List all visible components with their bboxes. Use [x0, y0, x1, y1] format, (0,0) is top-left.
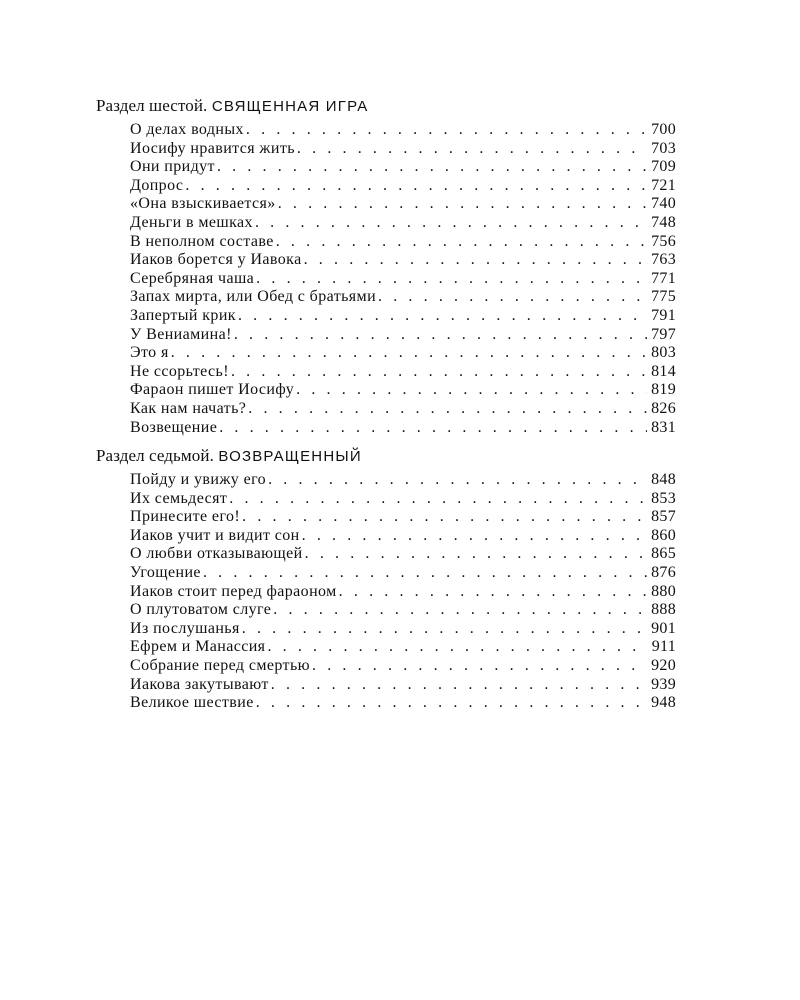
toc-entry-title: Не ссорьтесь! [130, 362, 229, 380]
toc-entry-title: Ефрем и Манассия [130, 638, 266, 656]
toc-entry-title: Фараон пишет Иосифу [130, 381, 295, 399]
dot-leader [267, 638, 647, 657]
toc-entry-page-number: 939 [651, 675, 676, 693]
toc-entry-page-number: 814 [651, 362, 676, 380]
dot-leader [255, 214, 647, 233]
toc-entry[interactable] [130, 233, 676, 252]
toc-entry-page-number: 826 [651, 399, 676, 417]
toc-entry[interactable] [130, 363, 676, 382]
toc-entry-page-number: 756 [651, 232, 676, 250]
toc-entry-page-number: 819 [651, 381, 676, 399]
dot-leader [246, 121, 647, 140]
dot-leader [276, 233, 647, 252]
toc-entry-page-number: 888 [651, 601, 676, 619]
toc-entry[interactable] [130, 307, 676, 326]
toc-entry[interactable] [130, 344, 676, 363]
toc-entry[interactable] [130, 381, 676, 400]
section-heading-title: СВЯЩЕННАЯ ИГРА [211, 98, 369, 115]
toc-entry[interactable] [130, 676, 676, 695]
toc-entry-title: Деньги в мешках [130, 213, 253, 231]
dot-leader [273, 601, 647, 620]
dot-leader [248, 400, 647, 419]
dot-leader [234, 326, 647, 345]
toc-entry-title: Допрос [130, 176, 184, 194]
toc-entry-title: Иосифу нравится жить [130, 139, 295, 157]
section-heading-prefix: Раздел шестой. [96, 96, 208, 115]
toc-entry-list [96, 471, 676, 713]
toc-entry-page-number: 860 [651, 526, 676, 544]
dot-leader [219, 419, 647, 438]
section-heading-prefix: Раздел седьмой. [96, 446, 214, 465]
toc-entry[interactable] [130, 490, 676, 509]
toc-entry-title: О делах водных [130, 121, 244, 138]
toc-entry[interactable] [130, 177, 676, 196]
toc-entry-title: Запах мирта, или Обед с братьями [130, 288, 377, 306]
toc-entry-title: Иаков стоит перед фараоном [130, 582, 337, 600]
toc-entry[interactable] [130, 657, 676, 676]
toc-entry-page-number: 848 [651, 471, 676, 488]
toc-entry-page-number: 880 [651, 582, 676, 600]
toc-entry[interactable] [130, 251, 676, 270]
toc-entry[interactable] [130, 419, 676, 438]
toc-entry-page-number: 857 [651, 508, 676, 526]
toc-entry[interactable] [130, 214, 676, 233]
toc-entry[interactable] [130, 583, 676, 602]
toc-section [96, 95, 676, 437]
toc-entry[interactable] [130, 140, 676, 159]
toc-entry-page-number: 831 [651, 418, 676, 436]
toc-entry-title: Серебряная чаша [130, 269, 255, 287]
toc-entry-title: Из послушанья [130, 619, 240, 637]
dot-leader [278, 195, 647, 214]
dot-leader [304, 251, 647, 270]
toc-entry-page-number: 791 [651, 306, 676, 324]
dot-leader [312, 657, 647, 676]
section-heading [96, 95, 676, 119]
toc-entry-page-number: 763 [651, 251, 676, 269]
toc-entry-title: В неполном составе [130, 232, 274, 250]
dot-leader [203, 564, 647, 583]
toc-entry-page-number: 948 [651, 694, 676, 712]
toc-entry-title: Как нам начать? [130, 399, 247, 417]
toc-entry[interactable] [130, 694, 676, 713]
toc-entry-title: О плутоватом слуге [130, 601, 272, 619]
toc-entry[interactable] [130, 270, 676, 289]
toc-entry-page-number: 853 [651, 489, 676, 507]
dot-leader [217, 158, 647, 177]
toc-entry[interactable] [130, 545, 676, 564]
dot-leader [229, 490, 647, 509]
toc-entry-page-number: 911 [651, 638, 676, 656]
toc-entry[interactable] [130, 471, 676, 490]
toc-entry[interactable] [130, 326, 676, 345]
dot-leader [297, 140, 647, 159]
dot-leader [296, 381, 647, 400]
toc-entry[interactable] [130, 564, 676, 583]
toc-entry[interactable] [130, 620, 676, 639]
dot-leader [185, 177, 647, 196]
dot-leader [268, 471, 647, 490]
toc-entry-page-number: 803 [651, 344, 676, 362]
toc-entry-page-number: 703 [651, 139, 676, 157]
toc-entry-title: О любви отказывающей [130, 545, 303, 563]
toc-entry-list [96, 121, 676, 437]
toc-entry-page-number: 748 [651, 213, 676, 231]
dot-leader [231, 363, 647, 382]
toc-entry[interactable] [130, 601, 676, 620]
toc-entry-title: Принесите его! [130, 508, 241, 526]
dot-leader [171, 344, 647, 363]
dot-leader [339, 583, 647, 602]
toc-entry-page-number: 771 [651, 269, 676, 287]
toc-entry-title: Пойду и увижу его [130, 471, 267, 488]
toc-entry-title: Они придут [130, 158, 215, 176]
toc-entry-title: Собрание перед смертью [130, 656, 310, 674]
dot-leader [242, 508, 647, 527]
toc-entry-page-number: 740 [651, 195, 676, 213]
toc-entry-title: Иакова закутывают [130, 675, 269, 693]
toc-entry[interactable] [130, 638, 676, 657]
toc-section [96, 445, 676, 713]
toc-entry[interactable] [130, 288, 676, 307]
toc-entry-title: Иаков учит и видит сон [130, 526, 300, 544]
dot-leader [271, 676, 647, 695]
toc-entry-title: У Вениамина! [130, 325, 232, 343]
toc-entry-page-number: 709 [651, 158, 676, 176]
toc-entry[interactable] [130, 508, 676, 527]
dot-leader [302, 527, 647, 546]
toc-entry-page-number: 797 [651, 325, 676, 343]
toc-entry-page-number: 775 [651, 288, 676, 306]
dot-leader [238, 307, 647, 326]
toc-entry[interactable] [130, 121, 676, 140]
dot-leader [256, 270, 647, 289]
toc-entry-page-number: 901 [651, 619, 676, 637]
dot-leader [305, 545, 647, 564]
toc-entry-page-number: 721 [651, 176, 676, 194]
toc-entry-title: Великое шествие [130, 694, 254, 712]
dot-leader [378, 288, 647, 307]
toc-entry-page-number: 920 [651, 656, 676, 674]
toc-entry[interactable] [130, 527, 676, 546]
toc-entry-title: Это я [130, 344, 169, 362]
toc-entry-page-number: 865 [651, 545, 676, 563]
toc-entry[interactable] [130, 195, 676, 214]
dot-leader [242, 620, 647, 639]
toc-entry[interactable] [130, 400, 676, 419]
toc-entry[interactable] [130, 158, 676, 177]
toc-entry-title: Возвещение [130, 418, 218, 436]
toc-entry-title: Их семьдесят [130, 489, 228, 507]
toc-entry-page-number: 700 [651, 121, 676, 138]
toc-entry-page-number: 876 [651, 563, 676, 581]
section-heading-title: ВОЗВРАЩЕННЫЙ [218, 448, 362, 465]
dot-leader [256, 694, 647, 713]
toc-entry-title: Угощение [130, 563, 201, 581]
section-heading [96, 445, 676, 469]
toc-entry-title: «Она взыскивается» [130, 195, 276, 213]
toc-entry-title: Запертый крик [130, 306, 236, 324]
toc-entry-title: Иаков борется у Иавока [130, 251, 302, 269]
